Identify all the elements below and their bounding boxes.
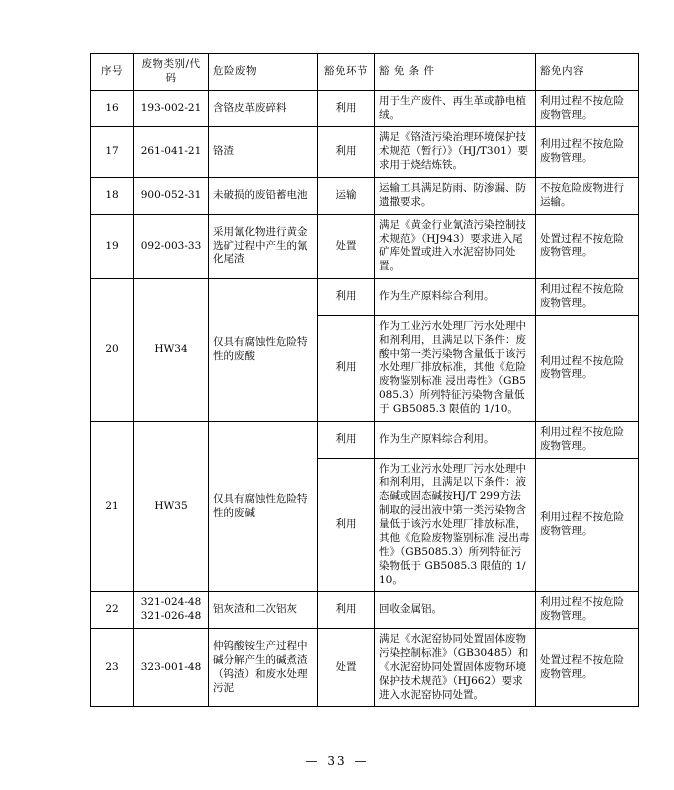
cell-no: 19	[91, 214, 134, 278]
cell-link: 利用	[318, 458, 375, 592]
cell-link: 利用	[318, 315, 375, 421]
cell-condition: 作为生产原料综合利用。	[375, 421, 536, 458]
cell-content: 利用过程不按危险废物管理。	[536, 458, 639, 592]
table-row	[91, 127, 639, 178]
header-condition: 豁 免 条 件	[375, 54, 536, 91]
table-row	[91, 279, 639, 316]
table-row	[91, 592, 639, 629]
cell-code	[134, 592, 209, 629]
page-number: 33	[327, 754, 347, 768]
cell-content: 利用过程不按危险废物管理。	[536, 592, 639, 629]
cell-content: 利用过程不按危险废物管理。	[536, 421, 639, 458]
hazardous-waste-exemption-table	[90, 53, 624, 707]
cell-condition: 满足《水泥窑协同处置固体废物污染控制标准》（GB30485）和《水泥窑协同处置固体废物环境保护技术规范》（HJ662）要求进入水泥窑协同处置。	[375, 629, 536, 707]
header-link: 豁免环节	[318, 54, 375, 91]
cell-code: 193-002-21	[134, 90, 209, 127]
header-code: 废物类别/代码	[134, 54, 209, 91]
table-row	[91, 421, 639, 458]
table-row	[91, 629, 639, 707]
cell-waste: 仅具有腐蚀性危险特性的废酸	[209, 279, 318, 422]
cell-no: 21	[91, 421, 134, 591]
cell-no: 20	[91, 279, 134, 422]
cell-condition: 作为生产原料综合利用。	[375, 279, 536, 316]
cell-link: 利用	[318, 592, 375, 629]
cell-waste: 采用氰化物进行黄金选矿过程中产生的氰化尾渣	[209, 214, 318, 278]
cell-content: 处置过程不按危险废物管理。	[536, 629, 639, 707]
cell-condition: 作为工业污水处理厂污水处理中和剂利用，且满足以下条件：液态碱或固态碱按HJ/T 299方法制取的浸出液中第一类污染物含量低于该污水处理厂排放标准，其他《危险废物鉴别标准 浸出毒性》（GB5085.3）所列特征污染物低于 GB5085.3 限值的 1/10。	[375, 458, 536, 592]
cell-condition: 回收金属铝。	[375, 592, 536, 629]
cell-code-line: 321-024-48	[140, 596, 202, 609]
cell-code-line: 321-026-48	[140, 610, 202, 623]
cell-waste: 未破损的废铅蓄电池	[209, 178, 318, 215]
table-body	[91, 90, 639, 707]
cell-waste: 铝灰渣和二次铝灰	[209, 592, 318, 629]
table-header-row	[91, 54, 639, 91]
cell-condition: 满足《黄金行业氰渣污染控制技术规范》（HJ943）要求进入尾矿库处置或进入水泥窑协同处置。	[375, 214, 536, 278]
cell-link: 利用	[318, 279, 375, 316]
cell-code: HW34	[134, 279, 209, 422]
cell-condition: 运输工具满足防雨、防渗漏、防遗撒要求。	[375, 178, 536, 215]
cell-waste: 仅具有腐蚀性危险特性的废碱	[209, 421, 318, 591]
header-waste: 危险废物	[209, 54, 318, 91]
table-row	[91, 90, 639, 127]
cell-no: 16	[91, 90, 134, 127]
cell-link: 处置	[318, 214, 375, 278]
page-footer	[0, 754, 674, 768]
table-row	[91, 214, 639, 278]
cell-content: 不按危险废物进行运输。	[536, 178, 639, 215]
cell-waste: 铬渣	[209, 127, 318, 178]
cell-content: 利用过程不按危险废物管理。	[536, 127, 639, 178]
cell-link: 处置	[318, 629, 375, 707]
header-no: 序号	[91, 54, 134, 91]
cell-link: 利用	[318, 90, 375, 127]
cell-code: 323-001-48	[134, 629, 209, 707]
cell-condition: 作为工业污水处理厂污水处理中和剂利用，且满足以下条件：废酸中第一类污染物含量低于该污水处理厂排放标准，其他《危险废物鉴别标准 浸出毒性》（GB5085.3）所列特征污染物含量低于 GB5085.3 限值的 1/10。	[375, 315, 536, 421]
footer-dash-right: —	[354, 754, 369, 768]
cell-code: 261-041-21	[134, 127, 209, 178]
cell-condition: 满足《铬渣污染治理环境保护技术规范（暂行）》（HJ/T301）要求用于烧结炼铁。	[375, 127, 536, 178]
table-header	[91, 54, 639, 91]
cell-waste: 含铬皮革废碎料	[209, 90, 318, 127]
cell-link: 利用	[318, 127, 375, 178]
cell-no: 22	[91, 592, 134, 629]
cell-content: 处置过程不按危险废物管理。	[536, 214, 639, 278]
cell-no: 17	[91, 127, 134, 178]
cell-code: HW35	[134, 421, 209, 591]
cell-waste: 仲钨酸铵生产过程中碱分解产生的碱煮渣（钨渣）和废水处理污泥	[209, 629, 318, 707]
cell-code: 092-003-33	[134, 214, 209, 278]
cell-no: 23	[91, 629, 134, 707]
header-content: 豁免内容	[536, 54, 639, 91]
cell-no: 18	[91, 178, 134, 215]
exemption-table	[90, 53, 639, 707]
cell-content: 利用过程不按危险废物管理。	[536, 315, 639, 421]
cell-link: 利用	[318, 421, 375, 458]
cell-code: 900-052-31	[134, 178, 209, 215]
cell-content: 利用过程不按危险废物管理。	[536, 279, 639, 316]
table-row	[91, 178, 639, 215]
cell-condition: 用于生产废件、再生革或静电植绒。	[375, 90, 536, 127]
cell-content: 利用过程不按危险废物管理。	[536, 90, 639, 127]
footer-dash-left: —	[305, 754, 320, 768]
cell-link: 运输	[318, 178, 375, 215]
